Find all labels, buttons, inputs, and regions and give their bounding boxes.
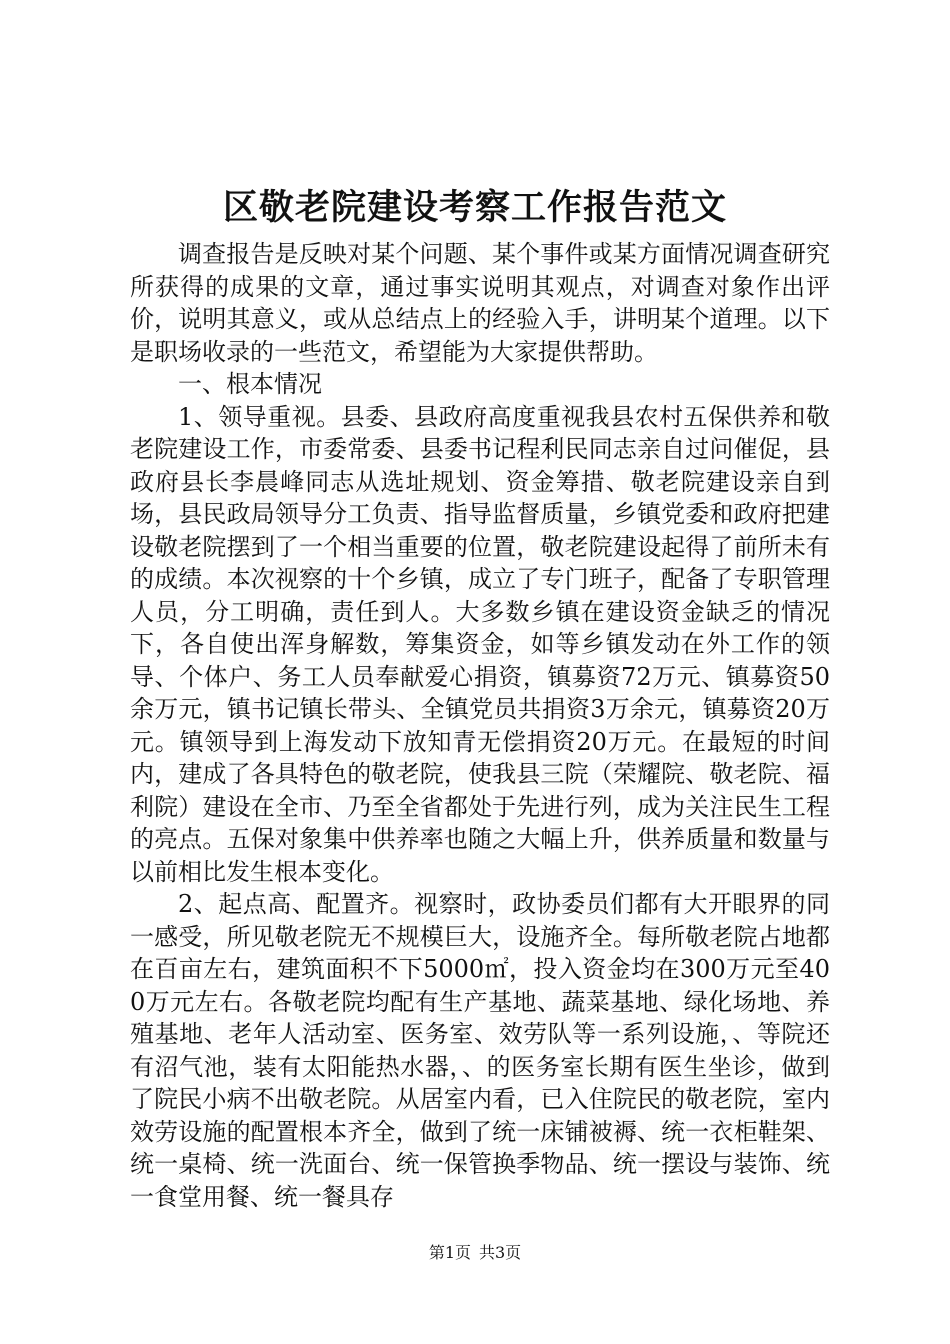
page-footer: [0, 1241, 950, 1265]
document-title: 区敬老院建设考察工作报告范文: [222, 187, 727, 228]
body-paragraph: 2、起点高、配置齐。视察时，政协委员们都有大开眼界的同一感受，所见敬老院无不规模巨大，设施齐全。每所敬老院占地都在百亩左右，建筑面积不下5000㎡，投入资金均在300万元至400万元左右。各敬老院均配有生产基地、蔬菜基地、绿化场地、养殖基地、老年人活动室、医务室、效劳队等一系列设施，、等院还有沼气池，装有太阳能热水器，、的医务室长期有医生坐诊，做到了院民小病不出敬老院。从居室内看，已入住院民的敬老院，室内效劳设施的配置根本齐全，做到了统一床铺被褥、统一衣柜鞋架、统一桌椅、统一洗面台、统一保管换季物品、统一摆设与装饰、统一食堂用餐、统一餐具存: [130, 890, 830, 1211]
body-paragraph: 1、领导重视。县委、县政府高度重视我县农村五保供养和敬老院建设工作，市委常委、县委书记程利民同志亲自过问催促，县政府县长李晨峰同志从选址规划、资金筹措、敬老院建设亲自到场，县民政局领导分工负责、指导监督质量，乡镇党委和政府把建设敬老院摆到了一个相当重要的位置，敬老院建设起得了前所未有的成绩。本次视察的十个乡镇，成立了专门班子，配备了专职管理人员，分工明确，责任到人。大多数乡镇在建设资金缺乏的情况下，各自使出浑身解数，筹集资金，如等乡镇发动在外工作的领导、个体户、务工人员奉献爱心捐资，镇募资72万元、镇募资50余万元，镇书记镇长带头、全镇党员共捐资3万余元，镇募资20万元。镇领导到上海发动下放知青无偿捐资20万元。在最短的时间内，建成了各具特色的敬老院，使我县三院（荣耀院、敬老院、福利院）建设在全市、乃至全省都处于先进行列，成为关注民生工程的亮点。五保对象集中供养率也随之大幅上升，供养质量和数量与以前相比发生根本变化。: [130, 402, 830, 886]
page-total: 共3页: [479, 1243, 522, 1262]
page-number: 第1页: [428, 1243, 471, 1262]
document-body: [130, 238, 830, 1213]
intro-paragraph: 调查报告是反映对某个问题、某个事件或某方面情况调查研究所获得的成果的文章，通过事实说明其观点，对调查对象作出评价，说明其意义，或从总结点上的经验入手，讲明某个道理。以下是职场收录的一些范文，希望能为大家提供帮助。: [130, 240, 830, 366]
section-heading: 一、根本情况: [178, 370, 322, 398]
